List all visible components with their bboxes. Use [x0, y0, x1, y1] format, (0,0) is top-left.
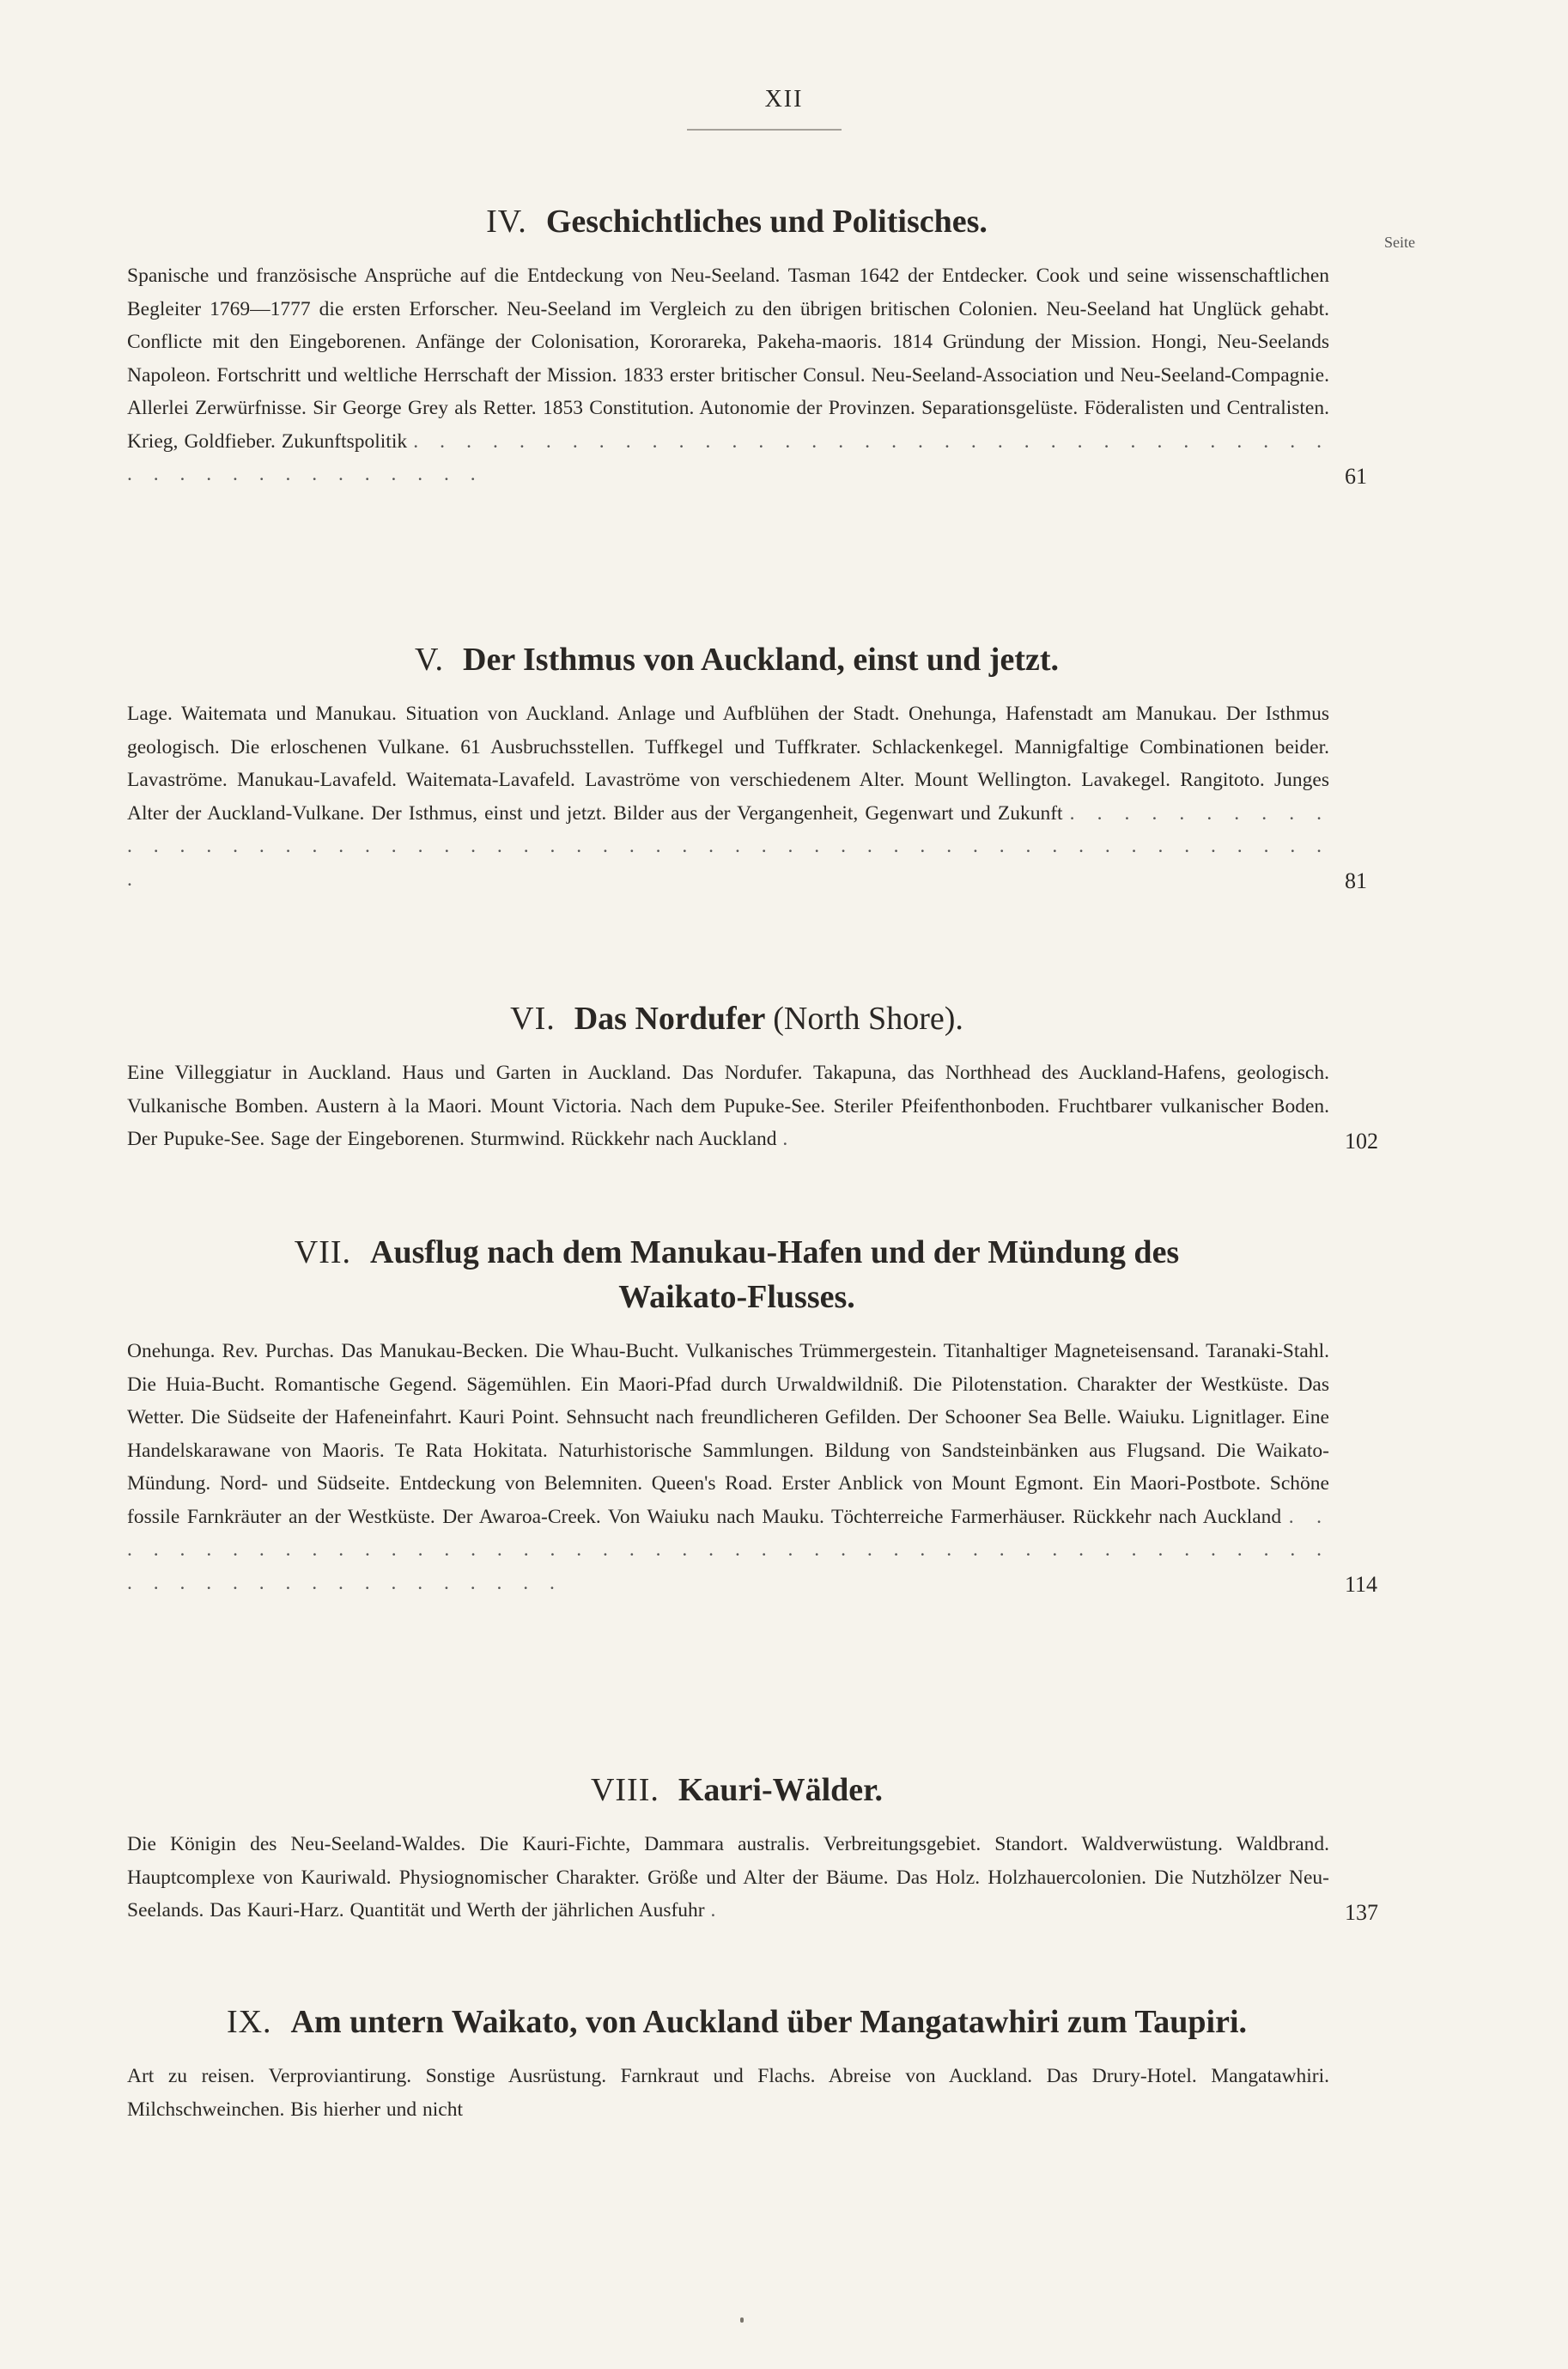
section-subtitle: (North Shore).: [773, 1001, 963, 1037]
section-summary: [127, 2060, 1329, 2126]
section-summary: [127, 259, 1329, 491]
dot-leader: . . . . . . . . . . . . . . . . . . . . . . . . . . . . . . . . . . . . . . . . . . . . . . . . . . . . . . . . . . . . . . . . .: [127, 1505, 1330, 1594]
summary-text: Die Königin des Neu-Seeland-Waldes. Die Kauri-Fichte, Dammara australis. Verbreitungsgebiet. Standort. Waldverwüstung. Waldbrand. Hauptcomplexe von Kauriwald. Physiognomischer Charakter. Größe und Alter der Bäume. Das Holz. Holzhauercolonien. Die Nutzhölzer Neu-Seelands. Das Kauri-Harz. Quantität und Werth der jährlichen Ausfuhr: [127, 1833, 1329, 1921]
section-numeral: VII.: [294, 1234, 352, 1270]
section-ix: [127, 2000, 1346, 2126]
section-heading: [127, 2000, 1346, 2044]
section-summary: [127, 1057, 1329, 1156]
dot-leader: . . . . . . . . . . . . . . . . . . . . . . . . . . . . . . . . . . . . . . . . . . . . . . . . . . . . . . . . .: [127, 801, 1330, 891]
section-heading: [127, 1768, 1346, 1812]
section-title: Kauri-Wälder.: [678, 1772, 884, 1808]
section-heading: [127, 996, 1346, 1041]
seite-label: Seite: [1384, 234, 1415, 251]
page-number: XII: [764, 86, 804, 113]
section-title: Das Nordufer: [574, 1001, 765, 1037]
section-summary: [127, 697, 1329, 896]
section-title: Geschichtliches und Politisches.: [545, 204, 988, 240]
section-numeral: V.: [414, 642, 445, 678]
section-v: [127, 637, 1367, 896]
dot-leader: .: [782, 1128, 796, 1150]
section-numeral: IX.: [226, 2004, 272, 2040]
section-title: Am untern Waikato, von Auckland über Mangatawhiri zum Taupiri.: [290, 2004, 1248, 2040]
section-page-number: 137: [1345, 1899, 1378, 1925]
ink-speck: [740, 2317, 744, 2323]
section-heading: [127, 637, 1346, 682]
summary-text: Lage. Waitemata und Manukau. Situation von Auckland. Anlage und Aufblühen der Stadt. Onehunga, Hafenstadt am Manukau. Der Isthmus geologisch. Die erloschenen Vulkane. 61 Ausbruchsstellen. Tuffkegel und Tuffkrater. Schlackenkegel. Mannigfaltige Combinationen beider. Lavaströme. Manukau-Lavafeld. Waitemata-Lavafeld. Lavaströme von verschiedenem Alter. Mount Wellington. Lavakegel. Rangitoto. Junges Alter der Auckland-Vulkane. Der Isthmus, einst und jetzt. Bilder aus der Vergangenheit, Gegenwart und Zukunft: [127, 703, 1329, 825]
section-heading: [127, 199, 1346, 244]
section-title: Ausflug nach dem Manukau-Hafen und der Mündung des Waikato-Flusses.: [370, 1234, 1180, 1315]
summary-text: Spanische und französische Ansprüche auf die Entdeckung von Neu-Seeland. Tasman 1642 der Entdecker. Cook und seine wissenschaftlichen Begleiter 1769—1777 die ersten Erforscher. Neu-Seeland im Vergleich zu den übrigen britischen Colonien. Neu-Seeland hat Unglück gehabt. Conflicte mit den Eingeborenen. Anfänge der Colonisation, Kororareka, Pakeha-maoris. 1814 Gründung der Mission. Hongi, Neu-Seelands Napoleon. Fortschritt und weltliche Herrschaft der Mission. 1833 erster britischer Consul. Neu-Seeland-Association und Neu-Seeland-Compagnie. Allerlei Zerwürfnisse. Sir George Grey als Retter. 1853 Constitution. Autonomie der Provinzen. Separationsgelüste. Föderalisten und Centralisten. Krieg, Goldfieber. Zukunftspolitik: [127, 265, 1329, 453]
dot-leader: . . . . . . . . . . . . . . . . . . . . . . . . . . . . . . . . . . . . . . . . . . . . . . . . .: [127, 429, 1330, 485]
dot-leader: .: [710, 1899, 724, 1921]
section-numeral: IV.: [486, 204, 527, 240]
section-page-number: 61: [1345, 463, 1367, 489]
section-summary: [127, 1335, 1329, 1599]
summary-text: Onehunga. Rev. Purchas. Das Manukau-Becken. Die Whau-Bucht. Vulkanisches Trümmergestein. Titanhaltiger Magneteisensand. Taranaki-Stahl. Die Huia-Bucht. Romantische Gegend. Sägemühlen. Ein Maori-Pfad durch Urwaldwildniß. Die Pilotenstation. Charakter der Westküste. Das Wetter. Die Südseite der Hafeneinfahrt. Kauri Point. Sehnsucht nach freundlicheren Gefilden. Der Schooner Sea Belle. Waiuku. Lignitlager. Eine Handelskarawane von Maoris. Te Rata Hokitata. Naturhistorische Sammlungen. Bildung von Sandsteinbänken aus Flugsand. Die Waikato-Mündung. Nord- und Südseite. Entdeckung von Belemniten. Queen's Road. Erster Anblick von Mount Egmont. Ein Maori-Postbote. Schöne fossile Farnkräuter an der Westküste. Der Awaroa-Creek. Von Waiuku nach Mauku. Töchterreiche Farmerhäuser. Rückkehr nach Auckland: [127, 1340, 1329, 1528]
section-page-number: 114: [1345, 1572, 1378, 1597]
section-summary: [127, 1828, 1329, 1927]
summary-text: Art zu reisen. Verproviantirung. Sonstige Ausrüstung. Farnkraut und Flachs. Abreise von Auckland. Das Drury-Hotel. Mangatawhiri. Milchschweinchen. Bis hierher und nicht: [127, 2065, 1329, 2121]
section-page-number: 81: [1345, 868, 1367, 893]
section-numeral: VI.: [510, 1001, 556, 1037]
section-heading: [127, 1230, 1346, 1319]
section-numeral: VIII.: [590, 1772, 659, 1808]
section-page-number: 102: [1345, 1128, 1378, 1154]
section-vi: [127, 996, 1378, 1156]
section-vii: [127, 1230, 1378, 1599]
section-viii: [127, 1768, 1378, 1927]
section-iv: [127, 199, 1367, 491]
header-rule: [687, 129, 842, 131]
section-title: Der Isthmus von Auckland, einst und jetzt.: [463, 642, 1059, 678]
summary-text: Eine Villeggiatur in Auckland. Haus und Garten in Auckland. Das Nordufer. Takapuna, das Northhead des Auckland-Hafens, geologisch. Vulkanische Bomben. Austern à la Maori. Mount Victoria. Nach dem Pupuke-See. Steriler Pfeifenthonboden. Fruchtbarer vulkanischer Boden. Der Pupuke-See. Sage der Eingeborenen. Sturmwind. Rückkehr nach Auckland: [127, 1062, 1329, 1150]
